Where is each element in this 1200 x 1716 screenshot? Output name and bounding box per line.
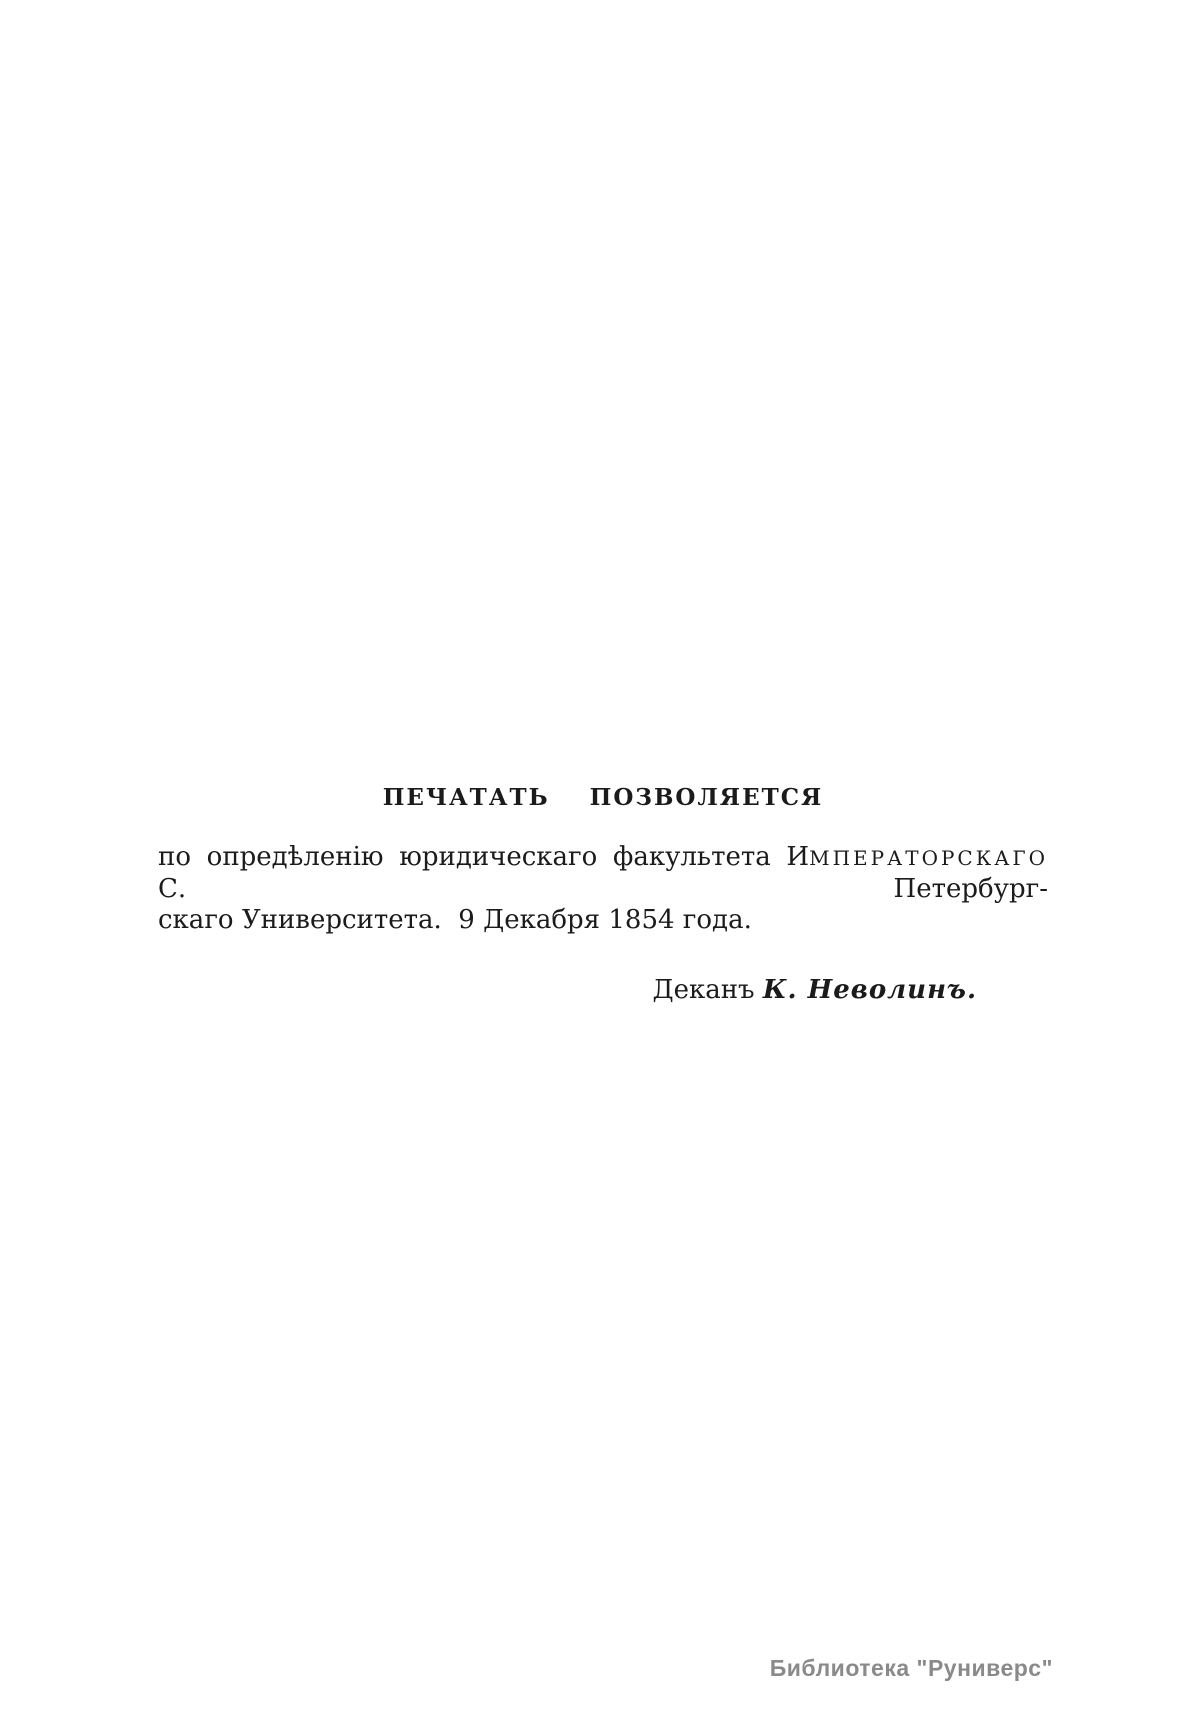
paragraph-line-1-text-end: С. Петербург- — [158, 874, 1048, 904]
permission-text-block — [158, 784, 1048, 1037]
paragraph-line-2: скаго Университета. 9 Декабря 1854 года. — [158, 905, 752, 935]
permission-paragraph — [158, 842, 1048, 936]
paragraph-line-1-text-start: по опредѣленію юридическаго факультета — [158, 842, 787, 872]
imperial-word-smallcaps: МПЕРАТОРСКАГО — [809, 846, 1048, 870]
paragraph-line-1 — [158, 842, 1048, 905]
signature-name: К. Неволинъ. — [762, 975, 977, 1005]
permission-heading: ПЕЧАТАТЬ ПОЗВОЛЯЕТСЯ — [382, 784, 824, 811]
runivers-library-watermark: Библиотека "Руниверс" — [769, 1655, 1053, 1681]
signature-line — [158, 944, 1048, 1037]
signature-role: Деканъ — [652, 975, 763, 1005]
imperial-word-initial: И — [786, 842, 810, 872]
